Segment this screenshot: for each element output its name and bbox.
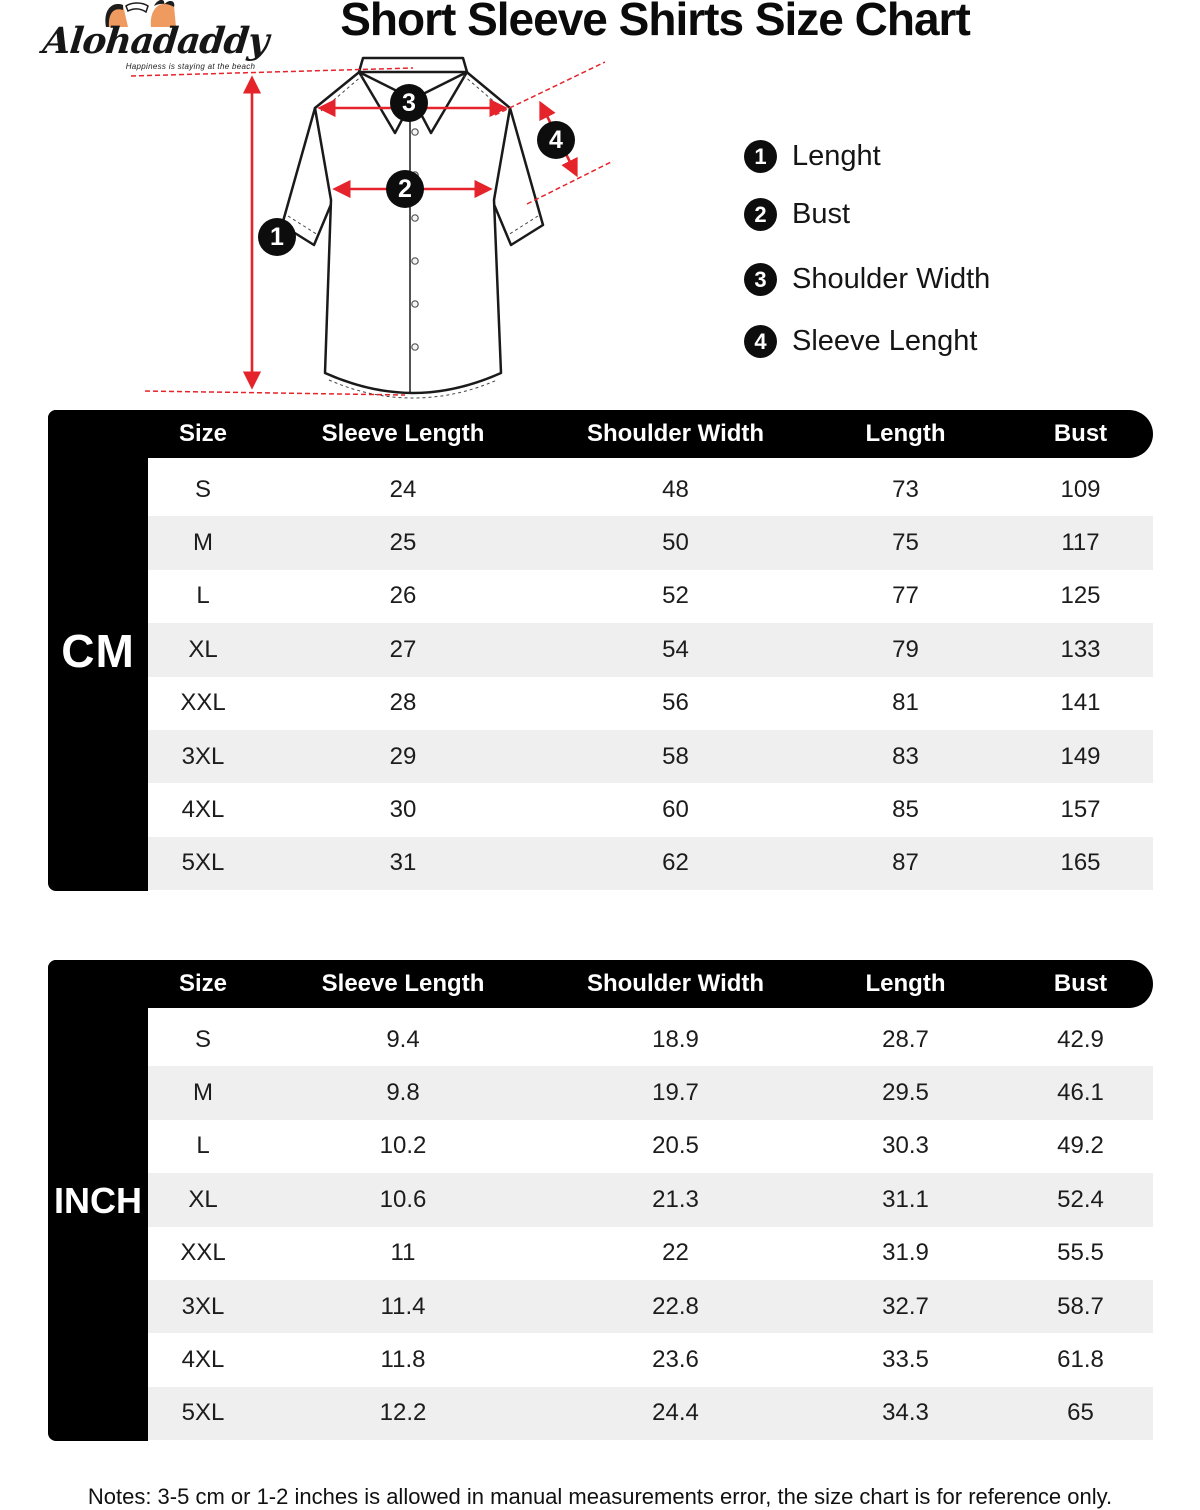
table-header-inch [48, 960, 1153, 1008]
table-row: 5XL 12.2 24.4 34.3 65 [148, 1387, 1153, 1440]
size-table-cm [48, 410, 1153, 891]
table-row: 5XL 31 62 87 165 [148, 837, 1153, 890]
table-row: L 10.2 20.5 30.3 49.2 [148, 1120, 1153, 1173]
measure-badge-bust: 2 [386, 170, 424, 208]
measure-badge-sleeve-length: 4 [537, 121, 575, 159]
legend-badge-4: 4 [744, 325, 777, 358]
legend-item-sleeve-length [744, 324, 977, 358]
table-row: L 26 52 77 125 [148, 570, 1153, 623]
table-row: M 9.8 19.7 29.5 46.1 [148, 1066, 1153, 1119]
size-table-inch [48, 960, 1153, 1441]
shirt-diagram [125, 55, 615, 410]
legend-badge-3: 3 [744, 263, 777, 296]
table-row: XXL 11 22 31.9 55.5 [148, 1227, 1153, 1280]
brand-tagline: Happiness is staying at the beach [125, 62, 256, 71]
col-header-size: Size [178, 970, 228, 997]
legend-item-bust [744, 197, 850, 231]
legend-label-1: Lenght [792, 139, 881, 172]
legend-item-shoulder-width [744, 262, 990, 296]
table-row: 4XL 11.8 23.6 33.5 61.8 [148, 1333, 1153, 1386]
notes-text: Notes: 3-5 cm or 1-2 inches is allowed in manual measurements error, the size chart is for reference only. [87, 1484, 1113, 1509]
col-header-size: Size [178, 420, 228, 447]
unit-column-cm [48, 410, 148, 891]
table-body-inch [148, 1013, 1153, 1440]
brand-name: Alohadaddy [40, 20, 271, 62]
col-header-shoulder-width: Shoulder Width [586, 420, 765, 447]
legend-label-4: Sleeve Lenght [792, 324, 978, 357]
unit-column-inch [48, 960, 148, 1441]
table-row: S 24 48 73 109 [148, 463, 1153, 516]
table-row: M 25 50 75 117 [148, 516, 1153, 569]
col-header-bust: Bust [1053, 970, 1108, 997]
col-header-length: Length [865, 970, 946, 997]
col-header-bust: Bust [1053, 420, 1108, 447]
measure-badge-shoulder-width: 3 [390, 84, 428, 122]
table-body-cm [148, 463, 1153, 890]
unit-label-cm: CM [61, 624, 135, 677]
legend-label-2: Bust [792, 197, 851, 230]
table-row: XL 27 54 79 133 [148, 623, 1153, 676]
unit-label-inch: INCH [54, 1179, 142, 1221]
col-header-length: Length [865, 420, 946, 447]
legend-badge-2: 2 [744, 198, 777, 231]
col-header-sleeve-length: Sleeve Length [321, 420, 485, 447]
page-title: Short Sleeve Shirts Size Chart [340, 0, 970, 45]
legend-item-length [744, 139, 881, 173]
table-row: 4XL 30 60 85 157 [148, 783, 1153, 836]
table-row: 3XL 11.4 22.8 32.7 58.7 [148, 1280, 1153, 1333]
table-header-cm [48, 410, 1153, 458]
col-header-sleeve-length: Sleeve Length [321, 970, 485, 997]
table-row: XL 10.6 21.3 31.1 52.4 [148, 1173, 1153, 1226]
measure-badge-length: 1 [258, 218, 296, 256]
legend-badge-1: 1 [744, 140, 777, 173]
table-row: S 9.4 18.9 28.7 42.9 [148, 1013, 1153, 1066]
table-row: XXL 28 56 81 141 [148, 677, 1153, 730]
col-header-shoulder-width: Shoulder Width [586, 970, 765, 997]
legend-label-3: Shoulder Width [792, 262, 991, 295]
table-row: 3XL 29 58 83 149 [148, 730, 1153, 783]
